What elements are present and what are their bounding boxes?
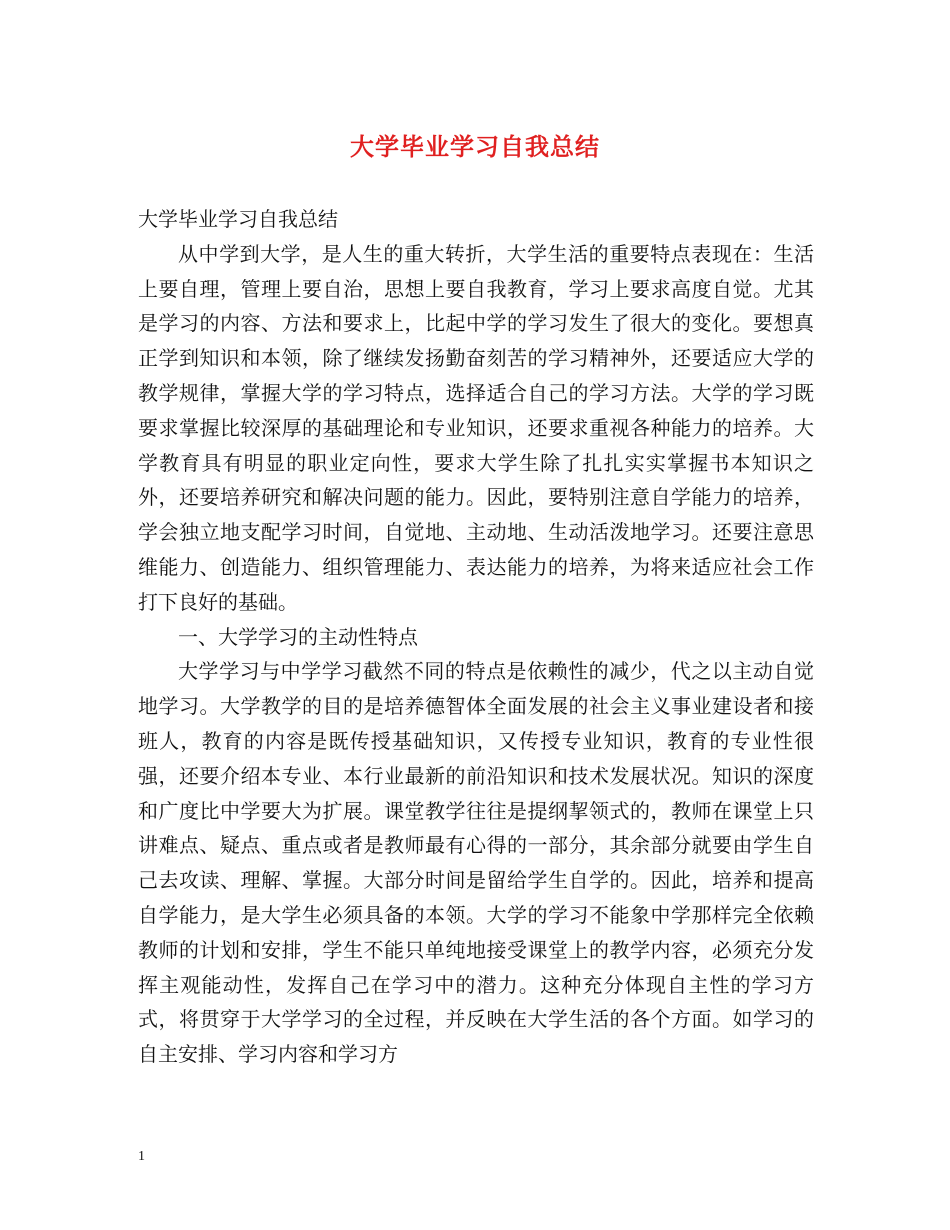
section-heading-1: 一、大学学习的主动性特点 [178,624,418,649]
paragraph-section-1: 大学学习与中学学习截然不同的特点是依赖性的减少，代之以主动自觉地学习。大学教学的目的是培养德智体全面发展的社会主义事业建设者和接班人，教育的内容是既传授基础知识，又传授专业知识，教育的专业性很强，还要介绍本专业、本行业最新的前沿知识和技术发展状况。知识的深度和广度比中学要大为扩展。课堂教学往往是提纲挈领式的，教师在课堂上只讲难点、疑点、重点或者是教师最有心得的一部分，其余部分就要由学生自己去攻读、理解、掌握。大部分时间是留给学生自学的。因此，培养和提高自学能力，是大学生必须具备的本领。大学的学习不能象中学那样完全依赖教师的计划和安排，学生不能只单纯地接受课堂上的教学内容，必须充分发挥主观能动性，发挥自己在学习中的潜力。这种充分体现自主性的学习方式，将贯穿于大学学习的全过程，并反映在大学生活的各个方面。如学习的自主安排、学习内容和学习方 [138,659,814,1067]
page-number: 1 [138,1149,145,1164]
document-body [138,202,814,1072]
document-subtitle: 大学毕业学习自我总结 [138,207,338,231]
paragraph-intro: 从中学到大学，是人生的重大转折，大学生活的重要特点表现在：生活上要自理，管理上要自治，思想上要自我教育，学习上要求高度自觉。尤其是学习的内容、方法和要求上，比起中学的学习发生了很大的变化。要想真正学到知识和本领，除了继续发扬勤奋刻苦的学习精神外，还要适应大学的教学规律，掌握大学的学习特点，选择适合自己的学习方法。大学的学习既要求掌握比较深厚的基础理论和专业知识，还要求重视各种能力的培养。大学教育具有明显的职业定向性，要求大学生除了扎扎实实掌握书本知识之外，还要培养研究和解决问题的能力。因此，要特别注意自学能力的培养，学会独立地支配学习时间，自觉地、主动地、生动活泼地学习。还要注意思维能力、创造能力、组织管理能力、表达能力的培养，为将来适应社会工作打下良好的基础。 [138,241,814,614]
document-title: 大学毕业学习自我总结 [350,132,600,161]
